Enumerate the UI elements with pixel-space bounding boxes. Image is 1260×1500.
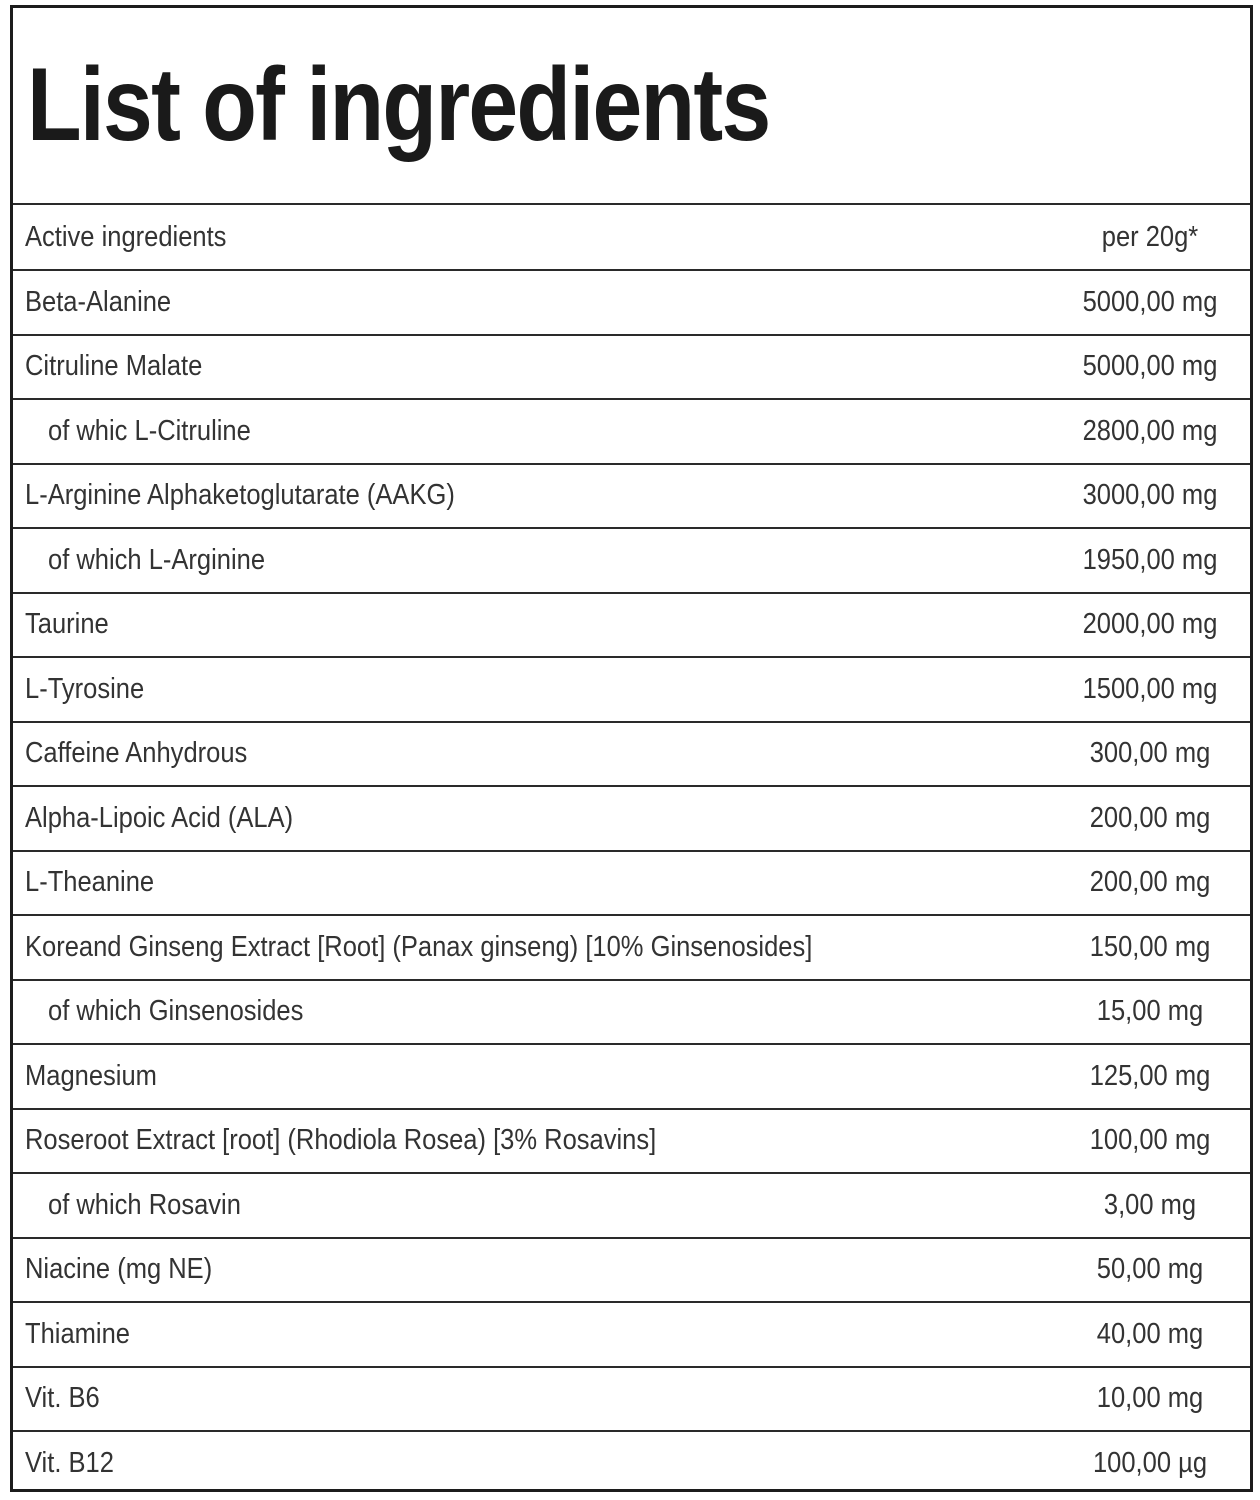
table-row	[13, 1366, 1250, 1431]
ingredient-name: L-Arginine Alphaketoglutarate (AAKG)	[25, 479, 455, 512]
table-row	[13, 914, 1250, 979]
ingredient-name: Citruline Malate	[25, 350, 203, 383]
table-row	[13, 463, 1250, 528]
ingredient-name: of which Ginsenosides	[48, 995, 304, 1028]
ingredient-name: L-Theanine	[25, 866, 155, 899]
table-row	[13, 721, 1250, 786]
ingredient-amount: 125,00 mg	[1089, 1059, 1211, 1092]
ingredient-name: of which Rosavin	[48, 1188, 241, 1221]
table-row	[13, 592, 1250, 657]
ingredient-amount: 100,00 µg	[1092, 1446, 1208, 1479]
ingredient-amount: 300,00 mg	[1089, 737, 1211, 770]
table-row	[13, 527, 1250, 592]
ingredient-amount: 3000,00 mg	[1082, 479, 1218, 512]
table-row	[13, 656, 1250, 721]
ingredient-rows	[13, 269, 1250, 1495]
ingredient-amount: 40,00 mg	[1096, 1317, 1204, 1350]
table-row	[13, 269, 1250, 334]
ingredient-amount: 2800,00 mg	[1082, 414, 1218, 447]
ingredients-panel	[10, 5, 1253, 1492]
ingredient-amount: 200,00 mg	[1089, 801, 1211, 834]
table-row	[13, 398, 1250, 463]
ingredient-name: Koreand Ginseng Extract [Root] (Panax ginseng) [10% Ginsenosides]	[25, 930, 813, 963]
page-title: List of ingredients	[27, 47, 770, 163]
ingredient-amount: 1500,00 mg	[1082, 672, 1218, 705]
table-row	[13, 1108, 1250, 1173]
ingredient-amount: 3,00 mg	[1103, 1188, 1197, 1221]
ingredient-amount: 5000,00 mg	[1082, 285, 1218, 318]
table-row	[13, 1237, 1250, 1302]
table-header-row	[13, 203, 1250, 269]
ingredient-amount: 150,00 mg	[1089, 930, 1211, 963]
table-row	[13, 1301, 1250, 1366]
column-header-amount: per 20g*	[1101, 220, 1199, 253]
ingredients-table	[13, 203, 1250, 1495]
column-header-ingredient: Active ingredients	[25, 220, 227, 253]
ingredient-amount: 10,00 mg	[1096, 1382, 1204, 1415]
ingredient-amount: 15,00 mg	[1096, 995, 1204, 1028]
table-row	[13, 979, 1250, 1044]
ingredient-name: Alpha-Lipoic Acid (ALA)	[25, 801, 294, 834]
ingredient-name: Roseroot Extract [root] (Rhodiola Rosea) [3% Rosavins]	[25, 1124, 657, 1157]
ingredient-name: Magnesium	[25, 1059, 157, 1092]
ingredient-amount: 200,00 mg	[1089, 866, 1211, 899]
ingredient-amount: 5000,00 mg	[1082, 350, 1218, 383]
table-row	[13, 1043, 1250, 1108]
table-row	[13, 785, 1250, 850]
ingredient-name: Caffeine Anhydrous	[25, 737, 248, 770]
table-row	[13, 850, 1250, 915]
ingredient-name: Vit. B12	[25, 1446, 114, 1479]
ingredient-name: Beta-Alanine	[25, 285, 172, 318]
ingredient-name: Thiamine	[25, 1317, 130, 1350]
table-row	[13, 1172, 1250, 1237]
ingredient-name: of which L-Arginine	[48, 543, 266, 576]
table-row	[13, 334, 1250, 399]
ingredient-amount: 2000,00 mg	[1082, 608, 1218, 641]
ingredient-name: Vit. B6	[25, 1382, 100, 1415]
ingredient-amount: 1950,00 mg	[1082, 543, 1218, 576]
ingredient-name: Taurine	[25, 608, 109, 641]
ingredient-name: of whic L-Citruline	[48, 414, 251, 447]
ingredient-name: Niacine (mg NE)	[25, 1253, 213, 1286]
ingredient-name: L-Tyrosine	[25, 672, 145, 705]
table-row	[13, 1430, 1250, 1495]
ingredient-amount: 50,00 mg	[1096, 1253, 1204, 1286]
ingredient-amount: 100,00 mg	[1089, 1124, 1211, 1157]
